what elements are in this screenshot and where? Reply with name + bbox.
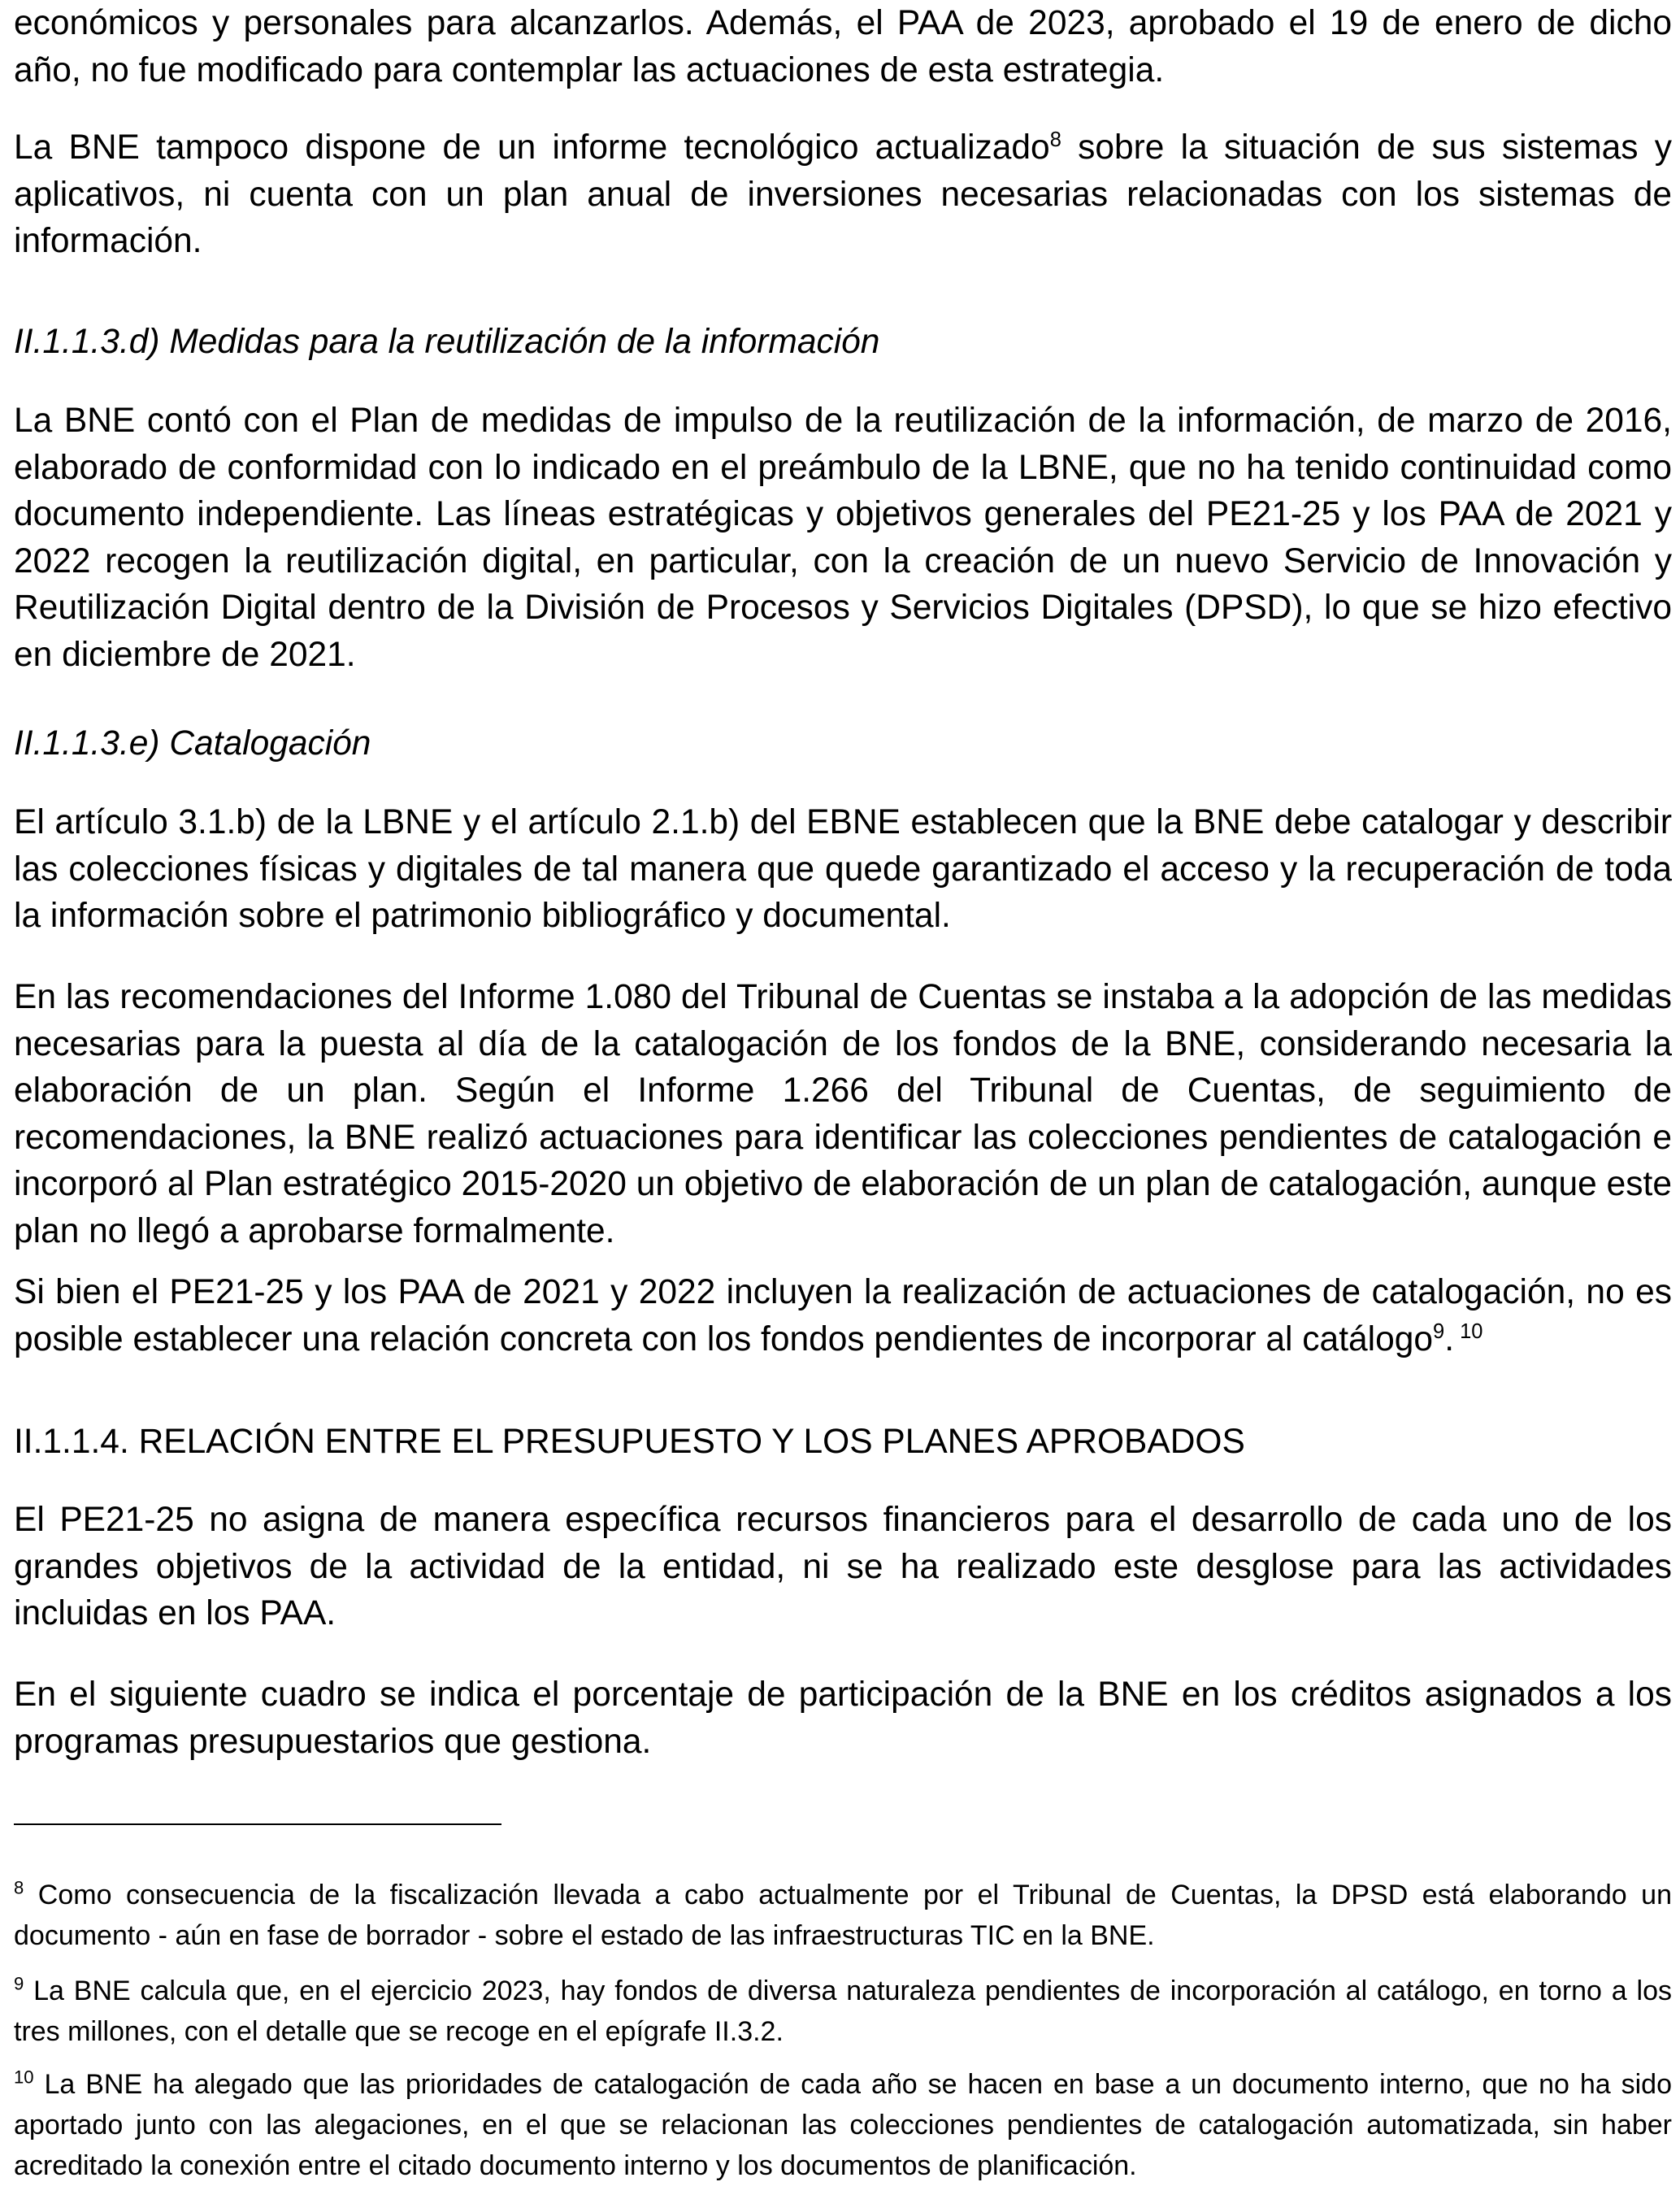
paragraph-text: Si bien el PE21-25 y los PAA de 2021 y 2022 incluyen la realización de actuaciones de catalogación, no es posible establecer una relación concreta con los fondos pendientes de incorporar al catálogo [14, 1273, 1672, 1358]
footnote-separator [14, 1823, 501, 1825]
footnote-text: Como consecuencia de la fiscalización llevada a cabo actualmente por el Tribunal de Cuentas, la DPSD está elaborando un documento - aún en fase de borrador - sobre el estado de las infraestructuras TIC en la BNE. [14, 1880, 1672, 1951]
paragraph: En el siguiente cuadro se indica el porcentaje de participación de la BNE en los créditos asignados a los programas presupuestarios que gestiona. [14, 1676, 1672, 1761]
paragraph [14, 124, 1672, 265]
footnote [14, 2064, 1672, 2186]
paragraph: El artículo 3.1.b) de la LBNE y el artículo 2.1.b) del EBNE establecen que la BNE debe catalogar y describir las colecciones físicas y digitales de tal manera que quede garantizado el acceso y la recuperación de toda la información sobre el patrimonio bibliográfico y documental. [14, 803, 1672, 935]
footnote-number: 9 [14, 1973, 24, 1994]
footnote-number: 10 [14, 2067, 34, 2088]
paragraph-text: La BNE tampoco dispone de un informe tecnológico actualizado [14, 128, 1050, 167]
paragraph: El PE21-25 no asigna de manera específica recursos financieros para el desarrollo de cada uno de los grandes objetivos de la actividad de la entidad, ni se ha realizado este desglose para las actividades incluidas en los PAA. [14, 1501, 1672, 1632]
section-heading: II.1.1.3.e) Catalogación [14, 724, 371, 763]
paragraph-text: sobre la situación de sus sistemas y aplicativos, ni cuenta con un plan anual de inversiones necesarias relacionadas con los sistemas de información. [14, 128, 1672, 260]
footnote-text: La BNE ha alegado que las prioridades de catalogación de cada año se hacen en base a un documento interno, que no ha sido aportado junto con las alegaciones, en el que se relacionan las colecciones pendientes de catalogación automatizada, sin haber acreditado la conexión entre el citado documento interno y los documentos de planificación. [14, 2069, 1672, 2181]
footnote-number: 8 [14, 1877, 24, 1898]
paragraph: En las recomendaciones del Informe 1.080 del Tribunal de Cuentas se instaba a la adopción de las medidas necesarias para la puesta al día de la catalogación de los fondos de la BNE, considerando necesaria la elaboración de un plan. Según el Informe 1.266 del Tribunal de Cuentas, de seguimiento de recomendaciones, la BNE realizó actuaciones para identificar las colecciones pendientes de catalogación e incorporó al Plan estratégico 2015-2020 un objetivo de elaboración de un plan de catalogación, aunque este plan no llegó a aprobarse formalmente. [14, 978, 1672, 1250]
footnote [14, 1971, 1672, 2052]
footnote-ref[interactable]: 10 [1454, 1319, 1483, 1343]
punctuation: . [1444, 1319, 1454, 1358]
section-heading: II.1.1.3.d) Medidas para la reutilización de la información [14, 323, 880, 361]
footnote-ref[interactable]: 9 [1433, 1319, 1445, 1343]
footnote-text: La BNE calcula que, en el ejercicio 2023, hay fondos de diversa naturaleza pendientes de incorporación al catálogo, en torno a los tres millones, con el detalle que se recoge en el epígrafe II.3.2. [14, 1975, 1672, 2047]
footnote [14, 1875, 1672, 1956]
footnote-ref[interactable]: 8 [1049, 128, 1061, 151]
paragraph [14, 1269, 1672, 1363]
section-heading: II.1.1.4. RELACIÓN ENTRE EL PRESUPUESTO Y LOS PLANES APROBADOS [14, 1423, 1245, 1461]
paragraph: La BNE contó con el Plan de medidas de impulso de la reutilización de la información, de marzo de 2016, elaborado de conformidad con lo indicado en el preámbulo de la LBNE, que no ha tenido continuidad como documento independiente. Las líneas estratégicas y objetivos generales del PE21-25 y los PAA de 2021 y 2022 recogen la reutilización digital, en particular, con la creación de un nuevo Servicio de Innovación y Reutilización Digital dentro de la División de Procesos y Servicios Digitales (DPSD), lo que se hizo efectivo en diciembre de 2021. [14, 402, 1672, 674]
paragraph: económicos y personales para alcanzarlos. Además, el PAA de 2023, aprobado el 19 de enero de dicho año, no fue modificado para contemplar las actuaciones de esta estrategia. [14, 4, 1672, 89]
